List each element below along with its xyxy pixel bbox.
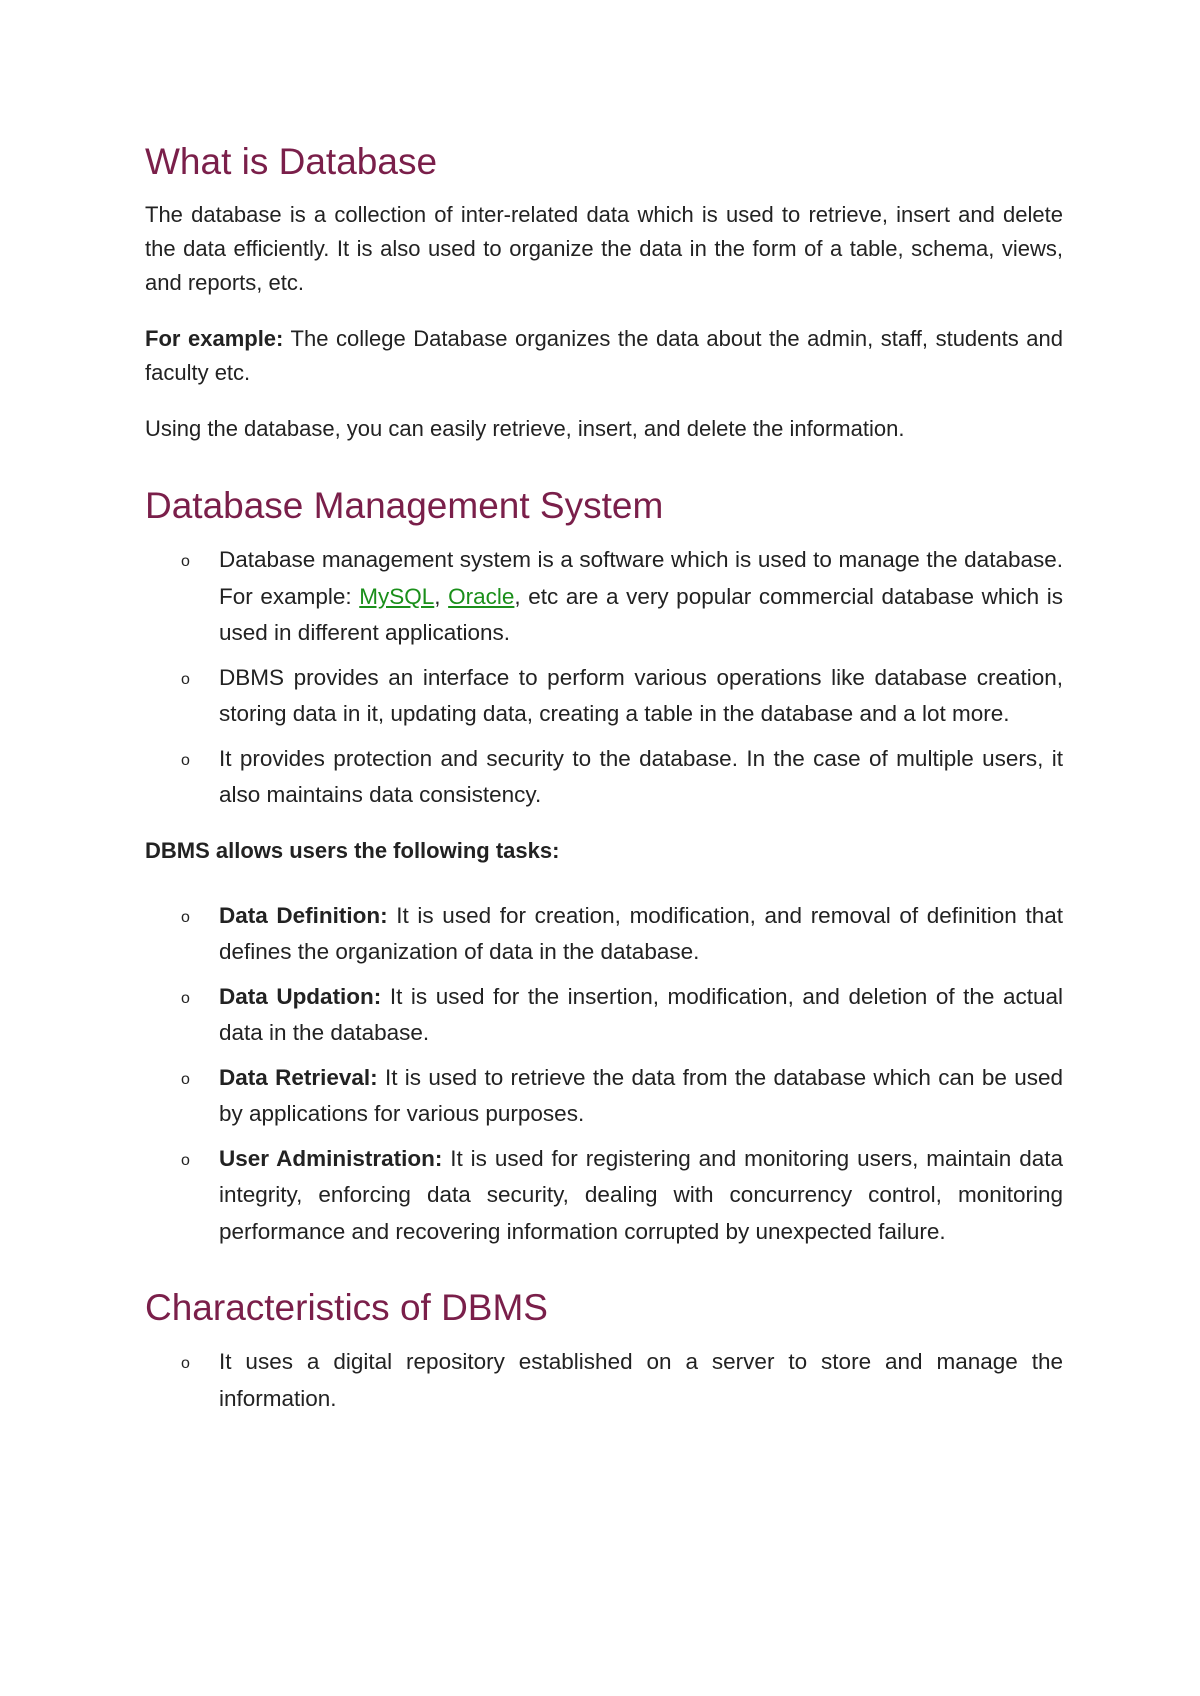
bullet-circle-icon: o — [181, 553, 190, 570]
section-gap — [145, 468, 1063, 482]
characteristics-item1-text: It uses a digital repository established on a server to store and manage the information. — [219, 1349, 1063, 1411]
task-text: It is used for registering and monitoring users, maintain data integrity, enforcing data security, dealing with concurrency control, monitoring performance and recovering information corrupted by unexpected failure. — [219, 1145, 1063, 1244]
bullet-circle-icon: o — [181, 989, 190, 1007]
list-item — [145, 1141, 1063, 1251]
document-page — [145, 138, 1063, 1437]
task-term: Data Updation: — [219, 983, 382, 1009]
tasks-heading: DBMS allows users the following tasks: — [145, 837, 560, 863]
list-item — [145, 898, 1063, 971]
bullet-circle-icon: o — [181, 751, 190, 769]
section-gap — [145, 1270, 1063, 1284]
list-item — [145, 979, 1063, 1052]
bullet-circle-icon: o — [181, 670, 190, 688]
task-term: Data Definition: — [219, 902, 388, 928]
dbms-item1-text: Database management system is a software which is used to manage the database. For example: — [219, 547, 1063, 609]
list-item — [145, 660, 1063, 733]
task-term: User Administration: — [219, 1145, 443, 1171]
example-text: The college Database organizes the data about the admin, staff, students and faculty etc. — [145, 326, 1063, 385]
task-text: It is used for the insertion, modification, and deletion of the actual data in the database. — [219, 983, 1063, 1045]
paragraph-database-definition: The database is a collection of inter-related data which is used to retrieve, insert and delete the data efficiently. It is also used to organize the data in the form of a table, schema, views, and reports, etc. — [145, 202, 1063, 295]
dbms-item3-text: It provides protection and security to the database. In the case of multiple users, it also maintains data consistency. — [219, 745, 1063, 807]
task-text: It is used for creation, modification, and removal of definition that defines the organization of data in the database. — [219, 902, 1063, 964]
example-label: For example: — [145, 326, 284, 351]
paragraph-example — [145, 322, 1063, 390]
dbms-bullet-list — [145, 542, 1063, 814]
bullet-circle-icon: o — [181, 1355, 190, 1372]
bullet-circle-icon: o — [181, 1070, 190, 1088]
list-item — [145, 1060, 1063, 1133]
heading-characteristics: Characteristics of DBMS — [145, 1287, 548, 1328]
characteristics-bullet-list — [145, 1344, 1063, 1417]
bullet-circle-icon: o — [181, 908, 190, 926]
task-term: Data Retrieval: — [219, 1064, 378, 1090]
dbms-item2-text: DBMS provides an interface to perform various operations like database creation, storing data in it, updating data, creating a table in the database and a lot more. — [219, 664, 1063, 726]
heading-what-is-database: What is Database — [145, 141, 438, 182]
task-text: It is used to retrieve the data from the database which can be used by applications for various purposes. — [219, 1064, 1063, 1126]
bullet-circle-icon: o — [181, 1151, 190, 1169]
tasks-bullet-list — [145, 898, 1063, 1251]
list-item — [145, 741, 1063, 814]
heading-dbms: Database Management System — [145, 485, 664, 526]
oracle-link[interactable]: Oracle — [448, 583, 515, 609]
link-separator: , — [434, 583, 449, 609]
list-item — [145, 542, 1063, 652]
mysql-link[interactable]: MySQL — [359, 583, 435, 609]
paragraph-usage: Using the database, you can easily retrieve, insert, and delete the information. — [145, 416, 905, 441]
list-item — [145, 1344, 1063, 1417]
dbms-item1-post: , etc are a very popular commercial database which is used in different applications. — [219, 583, 1063, 645]
